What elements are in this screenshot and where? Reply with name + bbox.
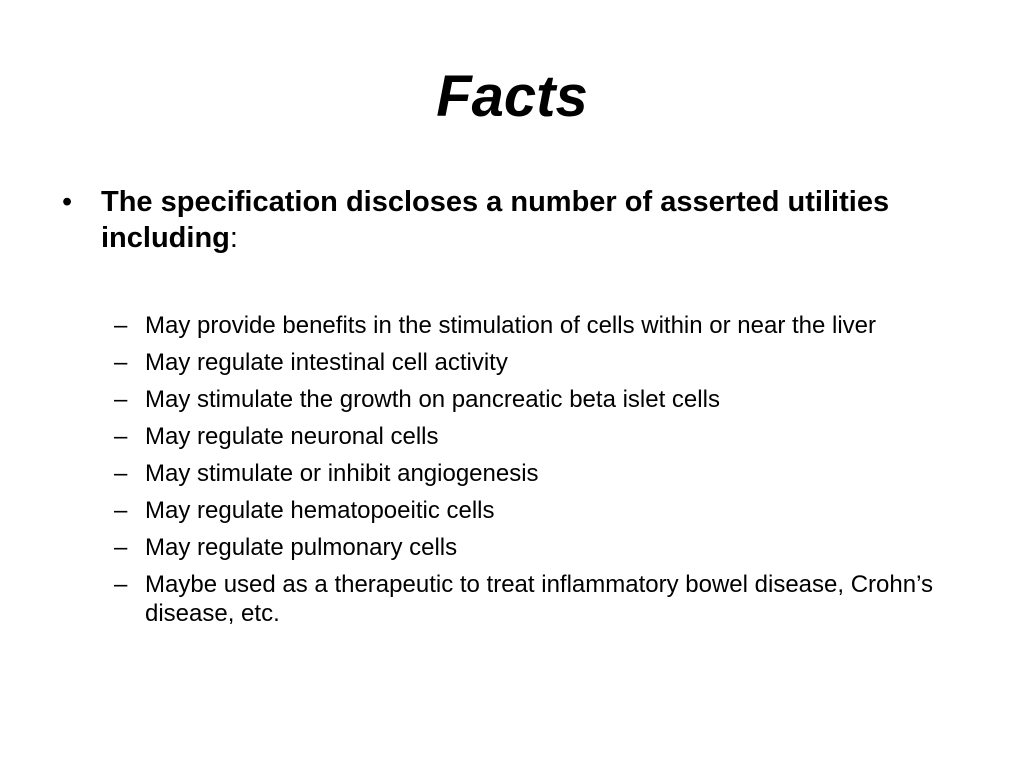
- sub-bullet-item: [114, 496, 974, 525]
- sub-bullet-text: May provide benefits in the stimulation of cells within or near the liver: [145, 312, 877, 339]
- main-bullet-suffix: :: [229, 222, 238, 254]
- sub-bullet-text: Maybe used as a therapeutic to treat inflammatory bowel disease, Crohn’s disease, etc.: [145, 571, 933, 627]
- sub-bullet-text: May regulate hematopoeitic cells: [145, 497, 495, 524]
- dash-marker: –: [114, 460, 128, 487]
- bullet-marker: •: [62, 186, 73, 218]
- dash-marker: –: [114, 534, 128, 561]
- sub-bullet-item: [114, 533, 974, 562]
- sub-bullet-item: [114, 422, 974, 451]
- sub-bullet-text: May regulate pulmonary cells: [145, 534, 458, 561]
- main-bullet-bold-text: The specification discloses a number of asserted utilities including: [101, 186, 890, 254]
- dash-marker: –: [114, 312, 128, 339]
- main-bullet-text: [101, 184, 962, 256]
- sub-bullet-item: [114, 570, 974, 628]
- dash-marker: –: [114, 423, 128, 450]
- sub-bullet-item: [114, 385, 974, 414]
- slide-title: Facts: [436, 64, 588, 129]
- main-bullet: [62, 184, 962, 256]
- sub-bullet-text: May regulate intestinal cell activity: [145, 349, 508, 376]
- sub-bullet-item: [114, 311, 974, 340]
- sub-bullet-text: May regulate neuronal cells: [145, 423, 439, 450]
- dash-marker: –: [114, 386, 128, 413]
- sub-bullet-text: May stimulate the growth on pancreatic beta islet cells: [145, 386, 720, 413]
- sub-bullet-item: [114, 459, 974, 488]
- sub-bullet-text: May stimulate or inhibit angiogenesis: [145, 460, 539, 487]
- dash-marker: –: [114, 349, 128, 376]
- dash-marker: –: [114, 571, 128, 598]
- dash-marker: –: [114, 497, 128, 524]
- sub-bullet-item: [114, 348, 974, 377]
- sub-bullet-list: [114, 311, 974, 636]
